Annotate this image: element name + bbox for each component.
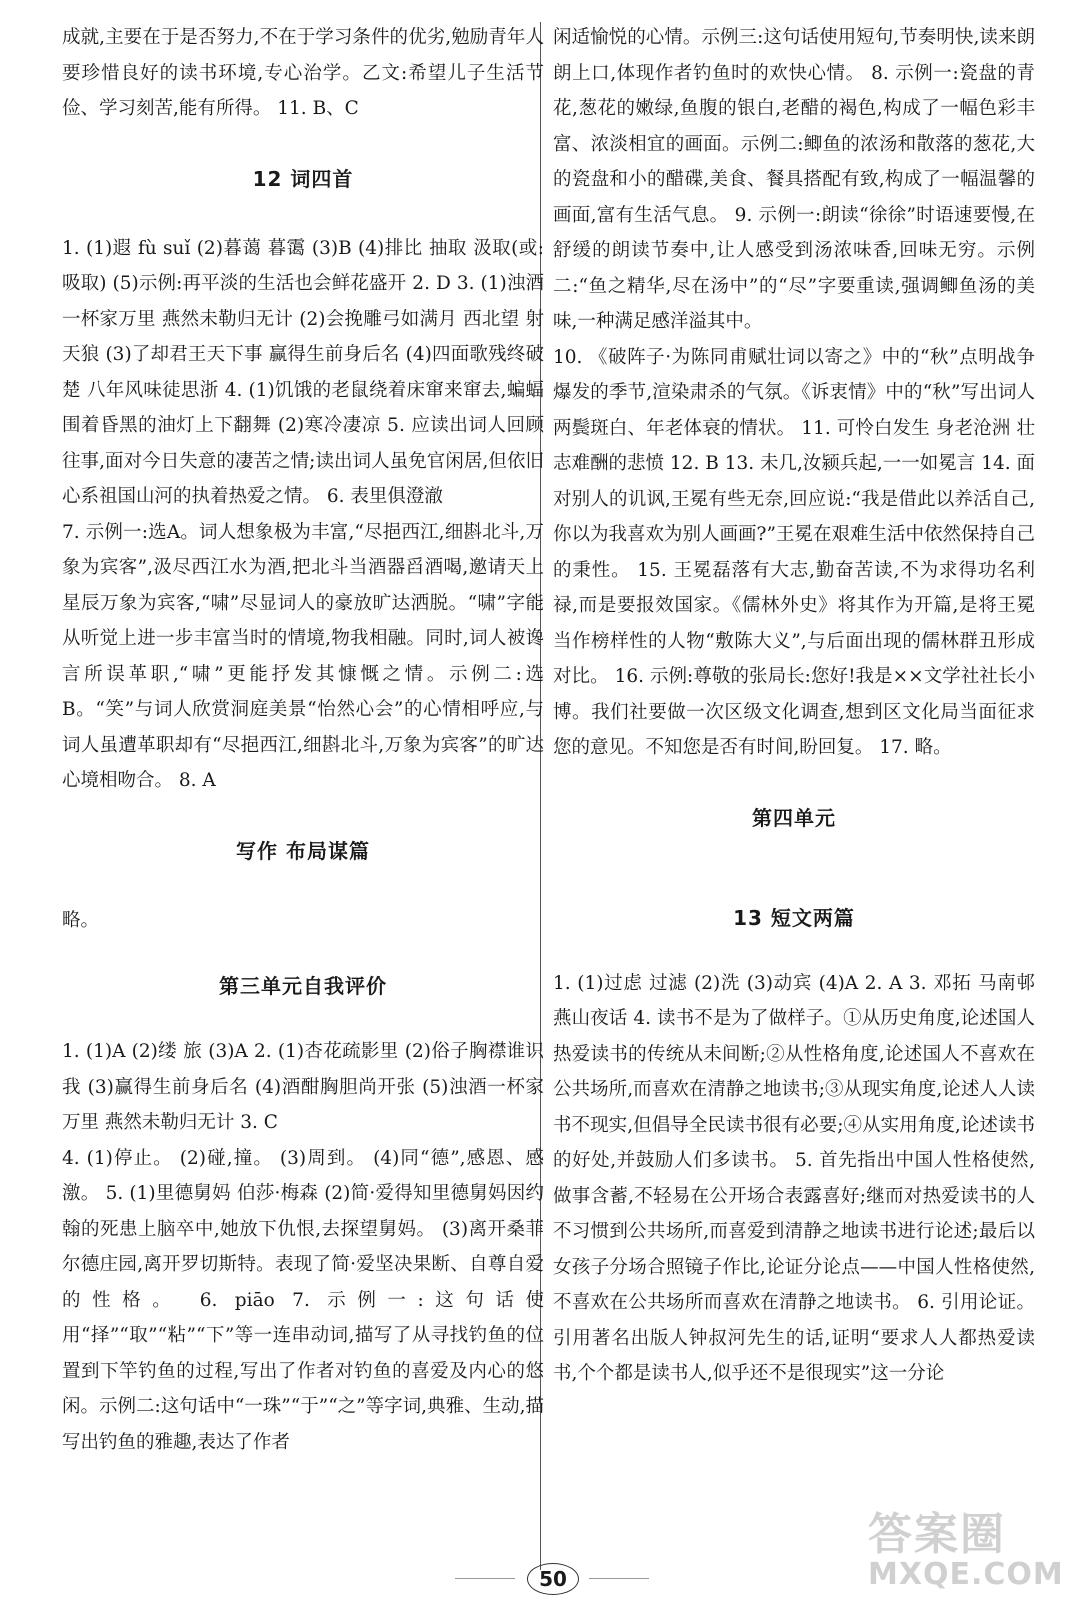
left-column bbox=[62, 20, 544, 1460]
right-column bbox=[553, 20, 1035, 1392]
page-number-rule-right bbox=[589, 1578, 649, 1579]
answer-paragraph: 略。 bbox=[62, 909, 100, 931]
section-heading-writing: 写作 布局谋篇 bbox=[236, 838, 370, 863]
answer-paragraph: 10. 《破阵子·为陈同甫赋壮词以寄之》中的“秋”点明战争爆发的季节,渲染肃杀的气氛。《诉衷情》中的“秋”写出词人两鬓斑白、年老体衰的情状。 11. 可怜白发生 身老沧洲 壮志难酬的悲愤 12. B 13. 未几,汝颍兵起,一一如冕言 14. 面对别人的讥讽,王冕有些无奈,回应说:“我是借此以养活自己,你以为我喜欢为别人画画?”王冕在艰难生活中依然保持自己的秉性。 15. 王冕磊落有大志,勤奋苦读,不为求得功名利禄,而是要报效国家。《儒林外史》将其作为开篇,是将王冕当作榜样性的人物“敷陈大义”,与后面出现的儒林群丑形成对比。 16. 示例:尊敬的张局长:您好!我是××文学社社长小博。我们社要做一次区级文化调查,想到区文化局当面征求您的意见。不知您是否有时间,盼回复。 17. 略。 bbox=[553, 346, 1035, 758]
answer-paragraph: 4. (1)停止。 (2)碰,撞。 (3)周到。 (4)同“德”,感恩、感激。 5. (1)里德舅妈 伯莎·梅森 (2)简·爱得知里德舅妈因约翰的死患上脑卒中,她放下仇恨,去探望舅妈。 (3)离开桑菲尔德庄园,离开罗切斯特。表现了简·爱坚决果断、自尊自爱的性格。 6. piāo 7. 示例一:这句话使用“择”“取”“粘”“下”等一连串动词,描写了从寻找钓鱼的位置到下竿钓鱼的过程,写出了作者对钓鱼的喜爱及内心的悠闲。示例二:这句话中“一珠”“于”“之”等字词,典雅、生动,描写出钓鱼的雅趣,表达了作者 bbox=[62, 1147, 544, 1453]
section-heading-13: 13 短文两篇 bbox=[733, 905, 855, 930]
watermark-url: MXQE.COM bbox=[868, 1557, 1064, 1592]
watermark-logo bbox=[868, 1510, 1068, 1590]
page-number-rule-left bbox=[455, 1578, 515, 1579]
section-heading-12: 12 词四首 bbox=[252, 166, 354, 191]
answer-paragraph: 闲适愉悦的心情。示例三:这句话使用短句,节奏明快,读来朗朗上口,体现作者钓鱼时的欢快心情。 8. 示例一:瓷盘的青花,葱花的嫩绿,鱼腹的银白,老醋的褐色,构成了一幅色彩丰富、浓淡相宜的画面。示例二:鲫鱼的浓汤和散落的葱花,大的瓷盘和小的醋碟,美食、餐具搭配有致,构成了一幅温馨的画面,富有生活气息。 9. 示例一:朗读“徐徐”时语速要慢,在舒缓的朗读节奏中,让人感受到汤浓味香,回味无穷。示例二:“鱼之精华,尽在汤中”的“尽”字要重读,强调鲫鱼汤的美味,一种满足感洋溢其中。 bbox=[553, 27, 1035, 332]
section-heading-unit4: 第四单元 bbox=[752, 805, 836, 830]
answer-paragraph: 成就,主要在于是否努力,不在于学习条件的优劣,勉励青年人要珍惜良好的读书环境,专心治学。乙文:希望儿子生活节俭、学习刻苦,能有所得。 11. B、C bbox=[62, 27, 544, 119]
answer-paragraph: 7. 示例一:选A。词人想象极为丰富,“尽挹西江,细斟北斗,万象为宾客”,汲尽西江水为酒,把北斗当酒器舀酒喝,邀请天上星辰万象为宾客,“啸”尽显词人的豪放旷达洒脱。“啸”字能从听觉上进一步丰富当时的情境,物我相融。同时,词人被谗言所误革职,“啸”更能抒发其慷慨之情。示例二:选B。“笑”与词人欣赏洞庭美景“怡然心会”的心情相呼应,与词人虽遭革职却有“尽挹西江,细斟北斗,万象为宾客”的旷达心境相吻合。 8. A bbox=[62, 521, 544, 791]
watermark-text: 答案圈 bbox=[868, 1509, 1006, 1560]
answer-paragraph: 1. (1)过虑 过滤 (2)洗 (3)动宾 (4)A 2. A 3. 邓拓 马南邨 燕山夜话 4. 读书不是为了做样子。①从历史角度,论述国人热爱读书的传统从未间断;②从性格角度,论述国人不喜欢在公共场所,而喜欢在清静之地读书;③从现实角度,论述人人读书不现实,但倡导全民读书很有必要;④从实用角度,论述读书的好处,并鼓励人们多读书。 5. 首先指出中国人性格使然,做事含蓄,不轻易在公开场合表露喜好;继而对热爱读书的人不习惯到公共场所,而喜爱到清静之地读书进行论述;最后以女孩子分场合照镜子作比,论证分论点——中国人性格使然,不喜欢在公共场所而喜欢在清静之地读书。 6. 引用论证。引用著名出版人钟叔河先生的话,证明“要求人人都热爱读书,个个都是读书人,似乎还不是很现实”这一分论 bbox=[553, 972, 1035, 1384]
page-number: 50 bbox=[527, 1563, 579, 1595]
answer-paragraph: 1. (1)遐 fù suǐ (2)暮蔼 暮霭 (3)B (4)排比 抽取 汲取(或:吸取) (5)示例:再平淡的生活也会鲜花盛开 2. D 3. (1)浊酒一杯家万里 燕然未勒归无计 (2)会挽雕弓如满月 西北望 射天狼 (3)了却君王天下事 赢得生前身后名 (4)四面歌残终破楚 八年风味徒思浙 4. (1)饥饿的老鼠绕着床窜来窜去,蝙蝠围着昏黑的油灯上下翻舞 (2)寒冷凄凉 5. 应读出词人回顾往事,面对今日失意的凄苦之情;读出词人虽免官闲居,但依旧心系祖国山河的执着热爱之情。 6. 表里俱澄澈 bbox=[62, 237, 544, 507]
section-heading-unit3-eval: 第三单元自我评价 bbox=[219, 974, 387, 998]
answer-paragraph: 1. (1)A (2)缕 旅 (3)A 2. (1)杏花疏影里 (2)俗子胸襟谁识我 (3)赢得生前身后名 (4)酒酣胸胆尚开张 (5)浊酒一杯家万里 燕然未勒归无计 3. C bbox=[62, 1041, 544, 1133]
